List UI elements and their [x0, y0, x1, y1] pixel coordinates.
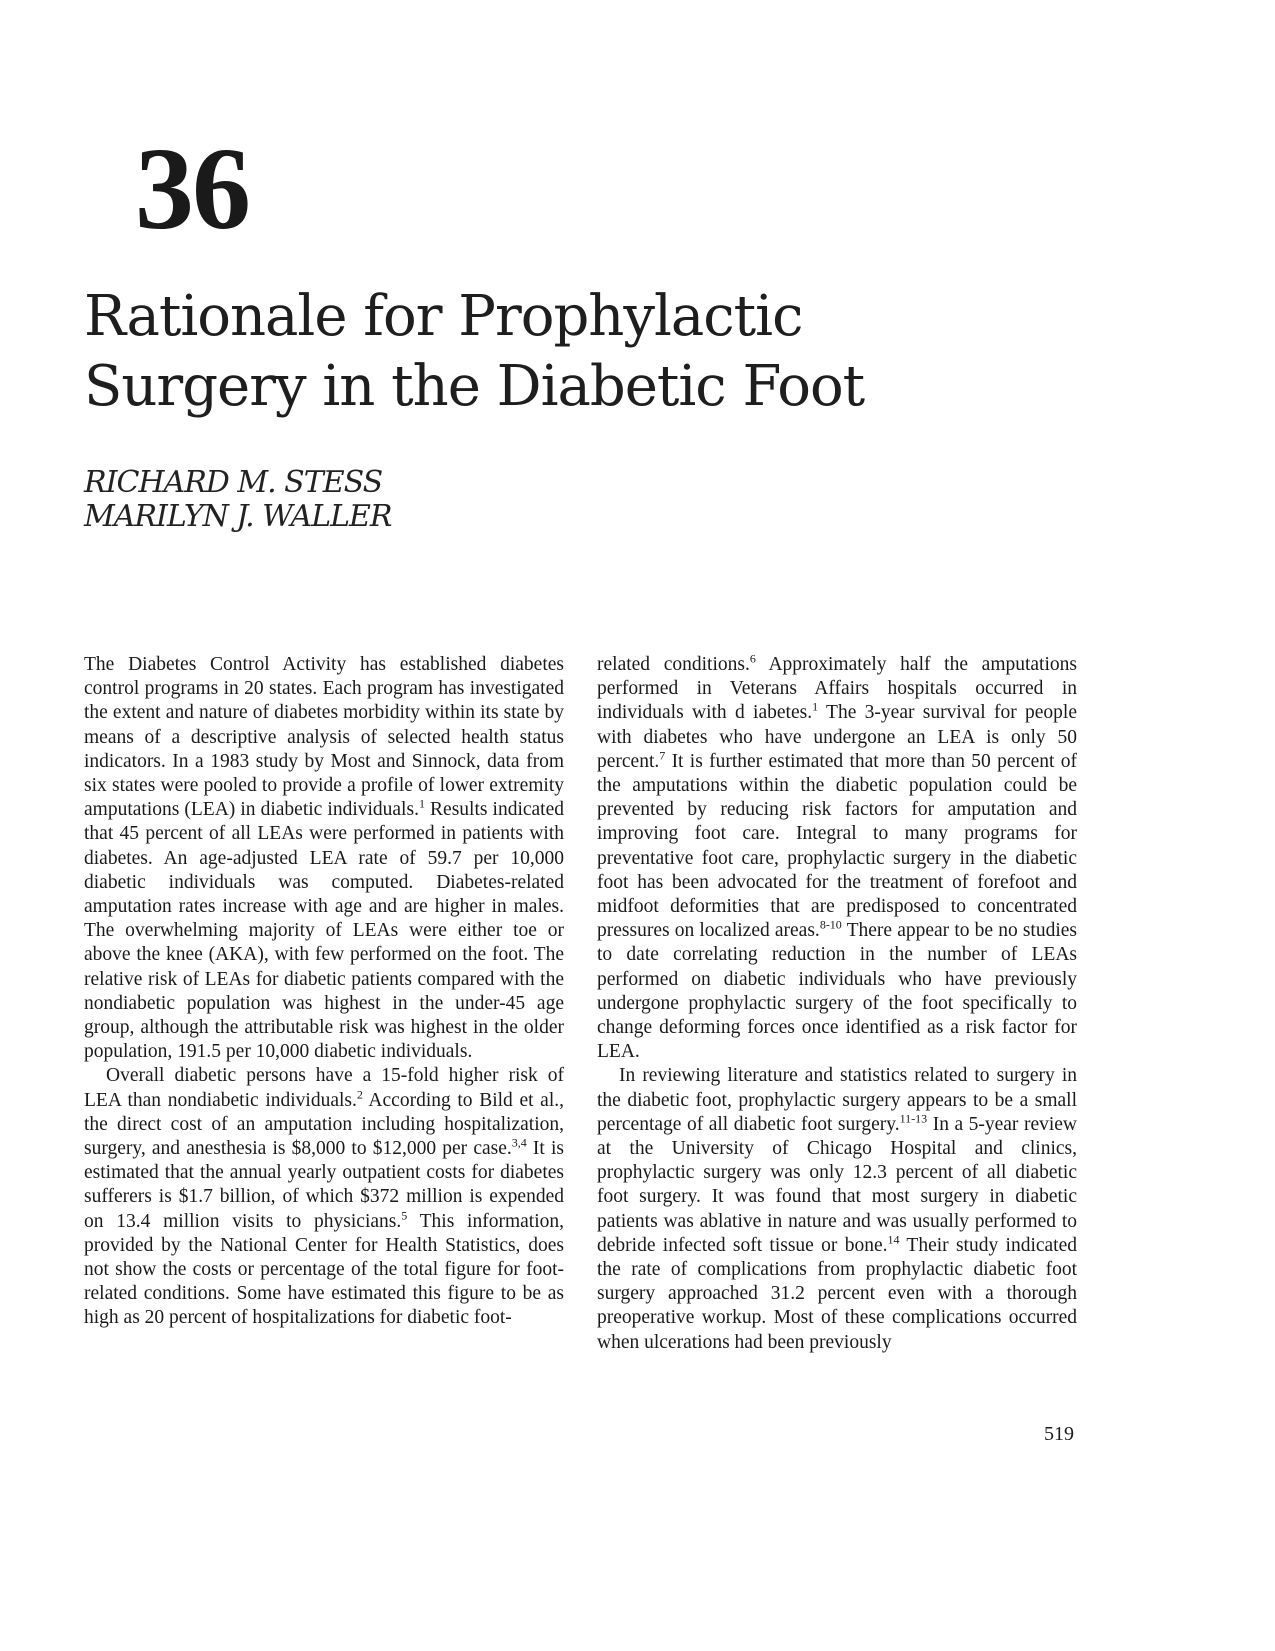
footnote-reference: 7 — [659, 748, 666, 763]
text-run: In a 5-year review at the University of Chicago Hospital and clinics, prophylactic surgery was only 12.3 percent of all diabetic foot surgery. It was found that most surgery in diabetic patients was ablative in nature and was usually performed to debride infected soft tissue or bone. — [597, 1113, 1077, 1256]
author-name: MARILYN J. WALLER — [84, 499, 392, 534]
text-run: According to Bild et al., the direct cost of an amputation including hospitalization, surgery, and anesthesia is $8,000 to $12,000 per case. — [84, 1089, 564, 1160]
text-run: This information, provided by the National Center for Health Statistics, does not show the costs or percentage of the total figure for foot-related conditions. Some have estimated this figure to be as high as 20 percent of hospitalizations for diabetic foot- — [84, 1210, 564, 1329]
footnote-reference: 8-10 — [819, 917, 842, 932]
text-run: Results indicated that 45 percent of all LEAs were performed in patients with diabetes. An age-adjusted LEA rate of 59.7 per 10,000 diabetic individuals was computed. Diabetes-related amputation rates increase with age and are higher in males. The overwhelming majority of LEAs were either toe or above the knee (AKA), with few performed on the foot. The relative risk of LEAs for diabetic patients compared with the nondiabetic population was highest in the under-45 age group, although the attributable risk was highest in the older population, 191.5 per 10,000 diabetic individuals. — [84, 799, 564, 1063]
text-run: Approximately half the amputations performed in Veterans Affairs hospitals occurred in individuals with d iabetes. — [597, 654, 1077, 724]
paragraph — [84, 653, 564, 1064]
paragraph — [84, 1064, 564, 1330]
page-number: 519 — [1044, 1423, 1074, 1445]
footnote-reference: 6 — [749, 651, 756, 666]
footnote-reference: 14 — [887, 1232, 900, 1247]
text-run: Overall diabetic persons have a 15-fold higher risk of LEA than nondiabetic individuals. — [84, 1065, 564, 1111]
text-run: The 3-year survival for people with diabetes who have undergone an LEA is only 50 percent. — [597, 702, 1077, 772]
chapter-title-line-2: Surgery in the Diabetic Foot — [84, 354, 865, 419]
text-run: The Diabetes Control Activity has established diabetes control programs in 20 states. Each program has investigated the extent and nature of diabetes morbidity within its state by means of a descriptive analysis of selected health status indicators. In a 1983 study by Most and Sinnock, data from six states were pooled to provide a profile of lower extremity amputations (LEA) in diabetic individuals. — [84, 654, 564, 821]
chapter-title — [84, 282, 984, 422]
footnote-reference: 5 — [401, 1208, 408, 1223]
text-run: There appear to be no studies to date correlating reduction in the number of LEAs performed on diabetic individuals who have previously undergone prophylactic surgery of the foot specifically to change deforming forces once identified as a risk factor for LEA. — [597, 920, 1078, 1063]
footnote-reference: 3,4 — [511, 1135, 527, 1150]
text-run: It is estimated that the annual yearly outpatient costs for diabetes sufferers is $1.7 billion, of which $372 million is expended on 13.4 million visits to physicians. — [84, 1138, 564, 1232]
text-run: Their study indicated the rate of complications from prophylactic diabetic foot surgery approached 31.2 percent even with a thorough preoperative workup. Most of these complications occurred when ulcerations had been previously — [597, 1234, 1077, 1353]
text-run: related conditions. — [597, 654, 750, 675]
paragraph — [597, 1064, 1077, 1354]
footnote-reference: 11-13 — [899, 1111, 928, 1126]
footnote-reference: 1 — [812, 699, 819, 714]
author-name: RICHARD M. STESS — [84, 465, 383, 500]
left-column — [84, 653, 564, 1331]
footnote-reference: 2 — [356, 1087, 363, 1102]
chapter-number: 36 — [135, 123, 249, 254]
authors — [84, 466, 392, 534]
paragraph — [597, 653, 1077, 1064]
chapter-title-line-1: Rationale for Prophylactic — [84, 284, 803, 349]
text-run: In reviewing literature and statistics related to surgery in the diabetic foot, prophylactic surgery appears to be a small percentage of all diabetic foot surgery. — [597, 1065, 1077, 1135]
text-run: It is further estimated that more than 50 percent of the amputations within the diabetic population could be prevented by reducing risk factors for amputation and improving foot care. Integral to many programs for preventative foot care, prophylactic surgery in the diabetic foot has been advocated for the treatment of forefoot and midfoot deformities that are predisposed to concentrated pressures on localized areas. — [597, 750, 1077, 942]
right-column — [597, 653, 1077, 1355]
footnote-reference: 1 — [418, 796, 425, 811]
